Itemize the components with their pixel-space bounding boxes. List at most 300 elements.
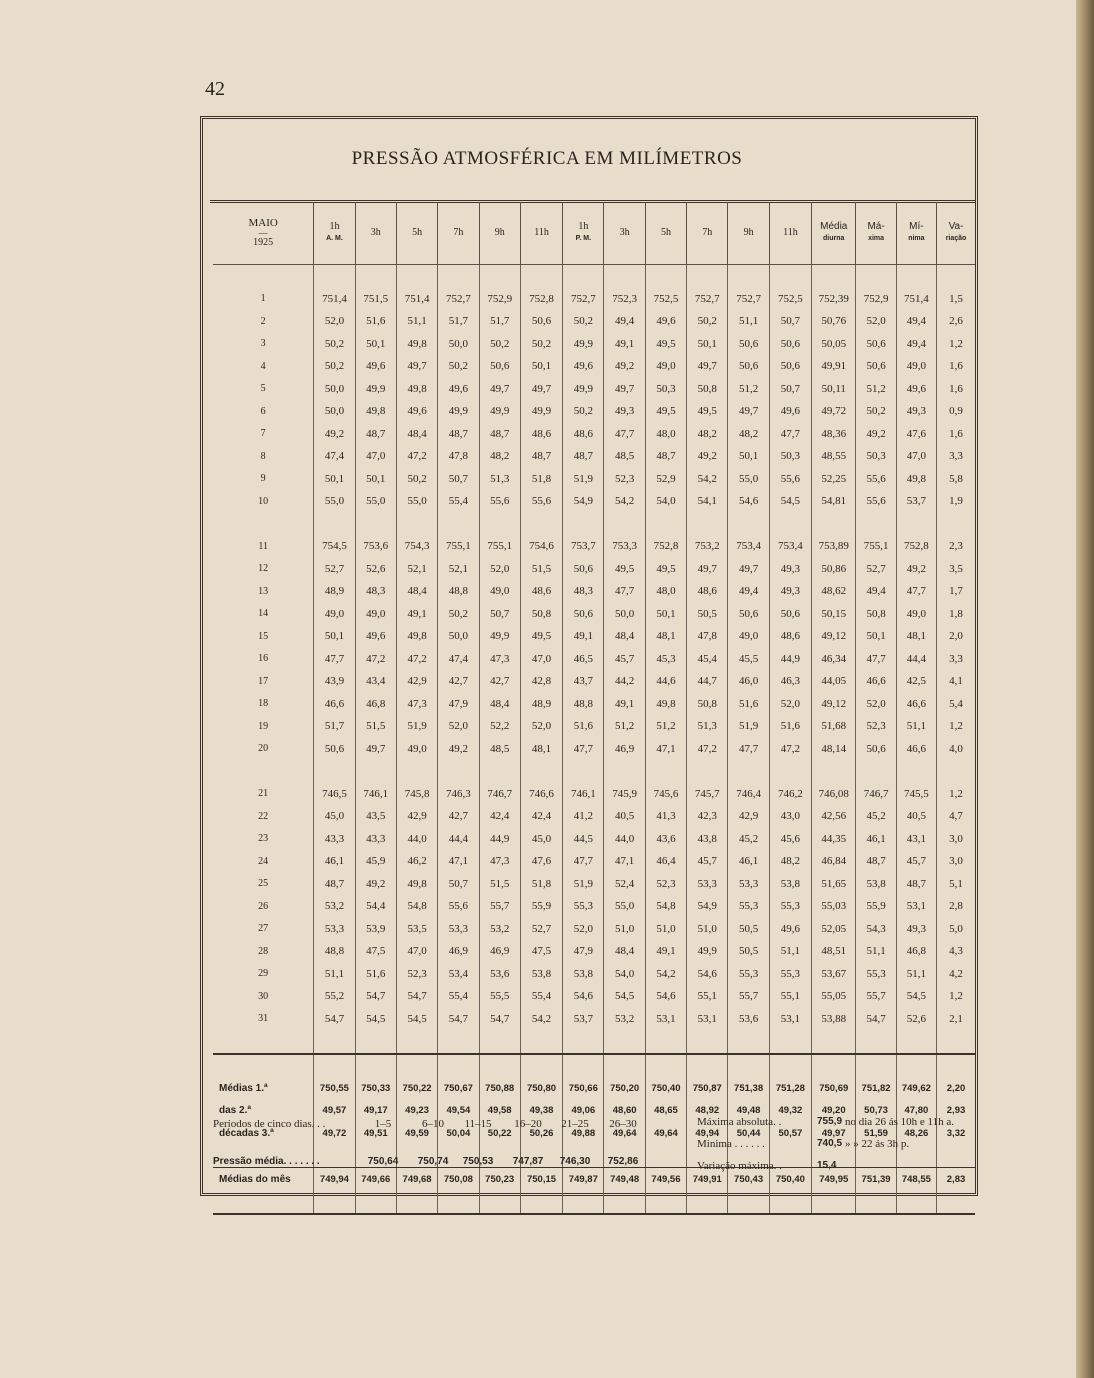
table-cell: 48,6: [563, 423, 604, 446]
table-cell: 47,7: [856, 648, 896, 671]
table-cell: 49,9: [479, 625, 520, 648]
column-header-10: [728, 202, 769, 265]
row-label: 23: [258, 833, 269, 845]
table-cell: 752,3: [604, 288, 645, 311]
table-cell: 42,9: [396, 805, 437, 828]
table-cell: 54,9: [563, 490, 604, 513]
table-cell: 755,1: [438, 535, 479, 558]
table-cell: 753,89: [812, 535, 856, 558]
table-cell: 50,76: [812, 310, 856, 333]
table-cell: 54,7: [856, 1008, 896, 1031]
table-row: [213, 310, 975, 333]
table-cell: 750,87: [687, 1077, 728, 1100]
table-cell: 49,0: [314, 603, 355, 626]
table-cell: 50,2: [314, 355, 355, 378]
table-cell: 49,9: [687, 940, 728, 963]
table-cell: 50,6: [728, 333, 769, 356]
table-row: [213, 895, 975, 918]
table-cell: 49,64: [645, 1122, 686, 1145]
table-cell: 49,6: [769, 918, 811, 941]
extremes-block: [697, 1112, 977, 1178]
row-label: 18: [258, 698, 269, 710]
table-cell: 42,9: [728, 805, 769, 828]
table-cell: 50,8: [520, 603, 562, 626]
table-cell: 55,6: [520, 490, 562, 513]
table-cell: 50,8: [856, 603, 896, 626]
table-cell: 1,8: [937, 603, 975, 626]
table-cell: 54,8: [396, 895, 437, 918]
table-cell: 750,40: [645, 1077, 686, 1100]
table-cell: 55,0: [396, 490, 437, 513]
table-cell: 49,1: [604, 333, 645, 356]
table-cell: 54,0: [645, 490, 686, 513]
table-cell: 53,1: [896, 895, 936, 918]
table-cell: 1,6: [937, 355, 975, 378]
table-cell: 49,3: [896, 918, 936, 941]
table-cell: 752,7: [687, 288, 728, 311]
table-cell: 45,2: [856, 805, 896, 828]
table-cell: 55,9: [520, 895, 562, 918]
table-cell: 753,4: [769, 535, 811, 558]
table-cell: 55,3: [856, 963, 896, 986]
table-cell: 50,1: [856, 625, 896, 648]
table-cell: 750,23: [479, 1168, 520, 1191]
table-cell: 48,4: [396, 580, 437, 603]
table-cell: 49,9: [563, 333, 604, 356]
table-cell: 1,2: [937, 783, 975, 806]
table-row: [213, 783, 975, 806]
table-row: [213, 423, 975, 446]
table-cell: 54,81: [812, 490, 856, 513]
table-cell: 49,12: [812, 693, 856, 716]
table-cell: 54,4: [355, 895, 396, 918]
table-cell: 49,0: [896, 603, 936, 626]
table-cell: 49,8: [355, 400, 396, 423]
table-cell: 47,8: [687, 625, 728, 648]
table-cell: 54,3: [856, 918, 896, 941]
table-cell: 47,80: [896, 1100, 936, 1123]
column-header-text: 3h: [619, 227, 630, 238]
table-cell: 43,5: [355, 805, 396, 828]
table-cell: 48,60: [604, 1100, 645, 1123]
row-label: 30: [258, 990, 269, 1002]
table-cell: 49,0: [479, 580, 520, 603]
period-range: 16–20: [514, 1118, 542, 1130]
table-cell: 47,4: [314, 445, 355, 468]
table-cell: 50,7: [438, 468, 479, 491]
table-cell: 50,6: [563, 603, 604, 626]
row-label: Médias 1.ª: [219, 1082, 268, 1094]
table-cell: 51,59: [856, 1122, 896, 1145]
table-cell: 52,0: [520, 715, 562, 738]
table-row: [213, 828, 975, 851]
table-cell: 753,4: [728, 535, 769, 558]
row-label: 22: [258, 810, 269, 822]
table-cell: 50,2: [563, 400, 604, 423]
table-cell: 49,9: [479, 400, 520, 423]
table-cell: 52,2: [479, 715, 520, 738]
table-cell: 48,7: [896, 873, 936, 896]
table-cell: 48,5: [479, 738, 520, 761]
table-cell: 48,7: [856, 850, 896, 873]
table-cell: 46,4: [645, 850, 686, 873]
period-range: 1–5: [374, 1118, 392, 1130]
table-cell: 55,9: [856, 895, 896, 918]
table-cell: 751,82: [856, 1077, 896, 1100]
table-cell: 51,5: [355, 715, 396, 738]
row-label: 5: [260, 383, 266, 395]
table-cell: 48,7: [563, 445, 604, 468]
table-cell: 51,6: [355, 963, 396, 986]
table-cell: 750,22: [396, 1077, 437, 1100]
table-cell: 50,6: [769, 333, 811, 356]
table-cell: 749,68: [396, 1168, 437, 1191]
table-cell: 44,5: [563, 828, 604, 851]
period-mean: 750,74: [417, 1156, 449, 1167]
table-cell: 49,97: [812, 1122, 856, 1145]
table-cell: 42,3: [687, 805, 728, 828]
table-cell: 46,0: [728, 670, 769, 693]
table-cell: 51,5: [520, 558, 562, 581]
table-cell: 44,4: [438, 828, 479, 851]
table-cell: 44,6: [645, 670, 686, 693]
table-cell: 746,7: [479, 783, 520, 806]
table-cell: 48,7: [520, 445, 562, 468]
table-cell: 750,67: [438, 1077, 479, 1100]
table-cell: 55,3: [563, 895, 604, 918]
table-cell: 52,7: [856, 558, 896, 581]
row-label: 2: [260, 315, 266, 327]
column-header-text: Média: [820, 221, 848, 232]
month-dash: —: [258, 228, 268, 238]
table-cell: 52,0: [856, 310, 896, 333]
table-row: [213, 558, 975, 581]
extreme-label: Máxima absoluta. .: [697, 1116, 782, 1128]
table-cell: 2,20: [937, 1077, 975, 1100]
table-row: [213, 873, 975, 896]
table-cell: 55,0: [728, 468, 769, 491]
table-cell: 51,1: [896, 963, 936, 986]
table-cell: 53,2: [479, 918, 520, 941]
table-cell: 50,5: [728, 918, 769, 941]
table-cell: 48,1: [645, 625, 686, 648]
table-cell: 46,6: [896, 693, 936, 716]
table-cell: 750,55: [314, 1077, 355, 1100]
period-range: 11–15: [464, 1118, 492, 1130]
table-cell: 47,1: [438, 850, 479, 873]
table-cell: 48,0: [645, 423, 686, 446]
table-cell: 51,9: [563, 468, 604, 491]
table-cell: 51,9: [396, 715, 437, 738]
table-row: [213, 580, 975, 603]
table-cell: 51,1: [856, 940, 896, 963]
table-cell: 49,7: [728, 558, 769, 581]
table-cell: 42,7: [438, 670, 479, 693]
table-cell: 55,6: [856, 490, 896, 513]
table-cell: 49,06: [563, 1100, 604, 1123]
table-cell: 49,20: [812, 1100, 856, 1123]
table-cell: 54,9: [687, 895, 728, 918]
table-cell: 51,6: [769, 715, 811, 738]
table-cell: 47,9: [563, 940, 604, 963]
table-cell: 50,6: [563, 558, 604, 581]
table-cell: 49,5: [687, 400, 728, 423]
year-label: 1925: [253, 237, 274, 248]
table-cell: 49,72: [314, 1122, 355, 1145]
table-cell: 47,5: [520, 940, 562, 963]
table-cell: 47,2: [396, 445, 437, 468]
row-label: 8: [260, 450, 266, 462]
period-mean: 750,53: [462, 1156, 494, 1167]
table-cell: 50,44: [728, 1122, 769, 1145]
table-cell: 49,2: [604, 355, 645, 378]
table-cell: 40,5: [604, 805, 645, 828]
table-cell: 3,32: [937, 1122, 975, 1145]
table-cell: 42,7: [438, 805, 479, 828]
row-label: 1: [260, 293, 266, 305]
table-cell: 745,5: [896, 783, 936, 806]
page-number: 42: [205, 78, 225, 100]
table-cell: 51,0: [687, 918, 728, 941]
table-cell: 49,8: [396, 873, 437, 896]
table-cell: 51,7: [479, 310, 520, 333]
table-cell: 50,0: [438, 333, 479, 356]
table-cell: 50,22: [479, 1122, 520, 1145]
row-label: Médias do mês: [219, 1173, 291, 1185]
table-cell: 44,7: [687, 670, 728, 693]
table-cell: 53,7: [563, 1008, 604, 1031]
table-cell: 48,2: [479, 445, 520, 468]
table-row: [213, 535, 975, 558]
table-cell: 55,3: [728, 895, 769, 918]
table-cell: 49,2: [355, 873, 396, 896]
table-cell: 53,2: [604, 1008, 645, 1031]
table-cell: 54,6: [687, 963, 728, 986]
row-label: 10: [258, 495, 269, 507]
table-cell: 46,6: [314, 693, 355, 716]
column-header-9: [687, 202, 728, 265]
table-row: [213, 648, 975, 671]
table-cell: 47,9: [438, 693, 479, 716]
table-cell: 42,9: [396, 670, 437, 693]
column-header-7: [604, 202, 645, 265]
table-cell: 55,05: [812, 985, 856, 1008]
table-cell: 46,3: [769, 670, 811, 693]
row-label: 25: [258, 878, 269, 890]
table-cell: 52,3: [604, 468, 645, 491]
table-cell: 49,3: [604, 400, 645, 423]
table-cell: 49,4: [896, 333, 936, 356]
period-mean: 752,86: [607, 1156, 639, 1167]
column-header-sub: nima: [908, 235, 925, 242]
table-row: [213, 378, 975, 401]
table-cell: 55,6: [769, 468, 811, 491]
extreme-label: Minima . . . . . .: [697, 1138, 765, 1150]
table-cell: 49,23: [396, 1100, 437, 1123]
table-cell: 48,2: [769, 850, 811, 873]
column-header-sub: diurna: [823, 235, 845, 242]
table-cell: 751,38: [728, 1077, 769, 1100]
table-cell: 55,6: [856, 468, 896, 491]
table-cell: 53,7: [896, 490, 936, 513]
table-cell: 52,6: [355, 558, 396, 581]
column-header-text: 1h: [578, 221, 589, 232]
table-cell: 50,0: [604, 603, 645, 626]
table-cell: 749,66: [355, 1168, 396, 1191]
table-cell: 751,39: [856, 1168, 896, 1191]
table-cell: 752,8: [520, 288, 562, 311]
column-header-text: 11h: [783, 227, 798, 238]
table-cell: 51,5: [479, 873, 520, 896]
table-cell: 45,7: [896, 850, 936, 873]
table-cell: 49,17: [355, 1100, 396, 1123]
period-mean: 747,87: [512, 1156, 544, 1167]
row-label: 14: [258, 608, 269, 620]
table-cell: 49,8: [396, 378, 437, 401]
table-cell: 750,08: [438, 1168, 479, 1191]
table-cell: 49,0: [396, 738, 437, 761]
table-cell: 49,5: [520, 625, 562, 648]
table-cell: 53,1: [687, 1008, 728, 1031]
table-cell: 51,3: [479, 468, 520, 491]
table-cell: 49,51: [355, 1122, 396, 1145]
table-cell: 55,2: [314, 985, 355, 1008]
table-cell: 42,7: [479, 670, 520, 693]
table-cell: 48,0: [645, 580, 686, 603]
column-header-2: [396, 202, 437, 265]
table-cell: 50,7: [479, 603, 520, 626]
table-cell: 49,7: [355, 738, 396, 761]
table-cell: 43,1: [896, 828, 936, 851]
row-label: 6: [260, 405, 266, 417]
table-cell: 49,7: [520, 378, 562, 401]
table-cell: 49,1: [645, 940, 686, 963]
table-cell: 49,7: [396, 355, 437, 378]
table-cell: 49,8: [645, 693, 686, 716]
table-cell: 3,5: [937, 558, 975, 581]
table-cell: 48,3: [563, 580, 604, 603]
table-cell: 54,5: [396, 1008, 437, 1031]
month-header: [213, 202, 314, 265]
table-cell: 52,25: [812, 468, 856, 491]
table-cell: 50,2: [479, 333, 520, 356]
row-label: 27: [258, 923, 269, 935]
table-cell: 50,3: [769, 445, 811, 468]
table-cell: 55,0: [314, 490, 355, 513]
table-cell: 51,6: [355, 310, 396, 333]
table-cell: 55,7: [856, 985, 896, 1008]
table-cell: 51,7: [438, 310, 479, 333]
table-cell: 50,6: [314, 738, 355, 761]
table-cell: 1,6: [937, 378, 975, 401]
table-cell: 49,9: [438, 400, 479, 423]
table-cell: 47,7: [604, 580, 645, 603]
table-cell: 51,2: [645, 715, 686, 738]
table-cell: 48,5: [604, 445, 645, 468]
table-cell: 49,6: [396, 400, 437, 423]
table-cell: 51,1: [769, 940, 811, 963]
table-cell: 48,6: [520, 423, 562, 446]
table-cell: 49,6: [896, 378, 936, 401]
table-cell: 746,7: [856, 783, 896, 806]
table-cell: 48,51: [812, 940, 856, 963]
table-cell: 51,9: [563, 873, 604, 896]
table-cell: 745,6: [645, 783, 686, 806]
page-edge: [1076, 0, 1094, 1378]
table-cell: 50,7: [769, 378, 811, 401]
table-cell: 4,2: [937, 963, 975, 986]
row-label: 9: [260, 473, 266, 485]
row-label: 16: [258, 653, 269, 665]
table-cell: 44,2: [604, 670, 645, 693]
table-cell: 50,6: [479, 355, 520, 378]
table-cell: 49,7: [479, 378, 520, 401]
table-cell: 47,1: [645, 738, 686, 761]
table-cell: 53,3: [728, 873, 769, 896]
table-cell: 47,2: [687, 738, 728, 761]
table-cell: 2,8: [937, 895, 975, 918]
table-cell: 50,8: [687, 693, 728, 716]
table-row: [213, 490, 975, 513]
column-header-11: [769, 202, 811, 265]
table-cell: 49,2: [314, 423, 355, 446]
table-cell: 51,68: [812, 715, 856, 738]
column-header-text: 3h: [370, 227, 381, 238]
table-cell: 5,0: [937, 918, 975, 941]
table-cell: 48,6: [520, 580, 562, 603]
table-cell: 748,55: [896, 1168, 936, 1191]
table-cell: 52,0: [438, 715, 479, 738]
period-range: 6–10: [422, 1118, 444, 1130]
table-cell: 53,4: [438, 963, 479, 986]
row-label: 3: [260, 338, 266, 350]
table-cell: 49,9: [563, 378, 604, 401]
table-cell: 1,2: [937, 333, 975, 356]
table-cell: 42,4: [520, 805, 562, 828]
table-cell: 54,5: [604, 985, 645, 1008]
table-cell: 49,12: [812, 625, 856, 648]
table-cell: 52,7: [314, 558, 355, 581]
header-row: [213, 202, 975, 265]
table-row: [213, 355, 975, 378]
table-cell: 749,62: [896, 1077, 936, 1100]
table-cell: 749,48: [604, 1168, 645, 1191]
column-header-sub: riação: [945, 235, 967, 242]
table-cell: 50,2: [563, 310, 604, 333]
table-cell: 50,5: [687, 603, 728, 626]
table-cell: 4,7: [937, 805, 975, 828]
table-cell: 50,6: [728, 355, 769, 378]
table-cell: 751,5: [355, 288, 396, 311]
table-cell: 750,15: [520, 1168, 562, 1191]
table-cell: 48,3: [355, 580, 396, 603]
row-label: 26: [258, 900, 269, 912]
table-cell: 49,7: [687, 355, 728, 378]
table-cell: 46,9: [479, 940, 520, 963]
row-label: 17: [258, 675, 269, 687]
row-label: 13: [258, 585, 269, 597]
table-cell: 55,1: [687, 985, 728, 1008]
table-cell: 49,58: [479, 1100, 520, 1123]
table-row: [213, 603, 975, 626]
table-cell: 48,62: [812, 580, 856, 603]
table-cell: 54,2: [687, 468, 728, 491]
table-cell: 4,0: [937, 738, 975, 761]
column-header-3: [438, 202, 479, 265]
row-label: 7: [260, 428, 266, 440]
decade-spacer: [213, 513, 975, 536]
table-cell: 49,6: [438, 378, 479, 401]
